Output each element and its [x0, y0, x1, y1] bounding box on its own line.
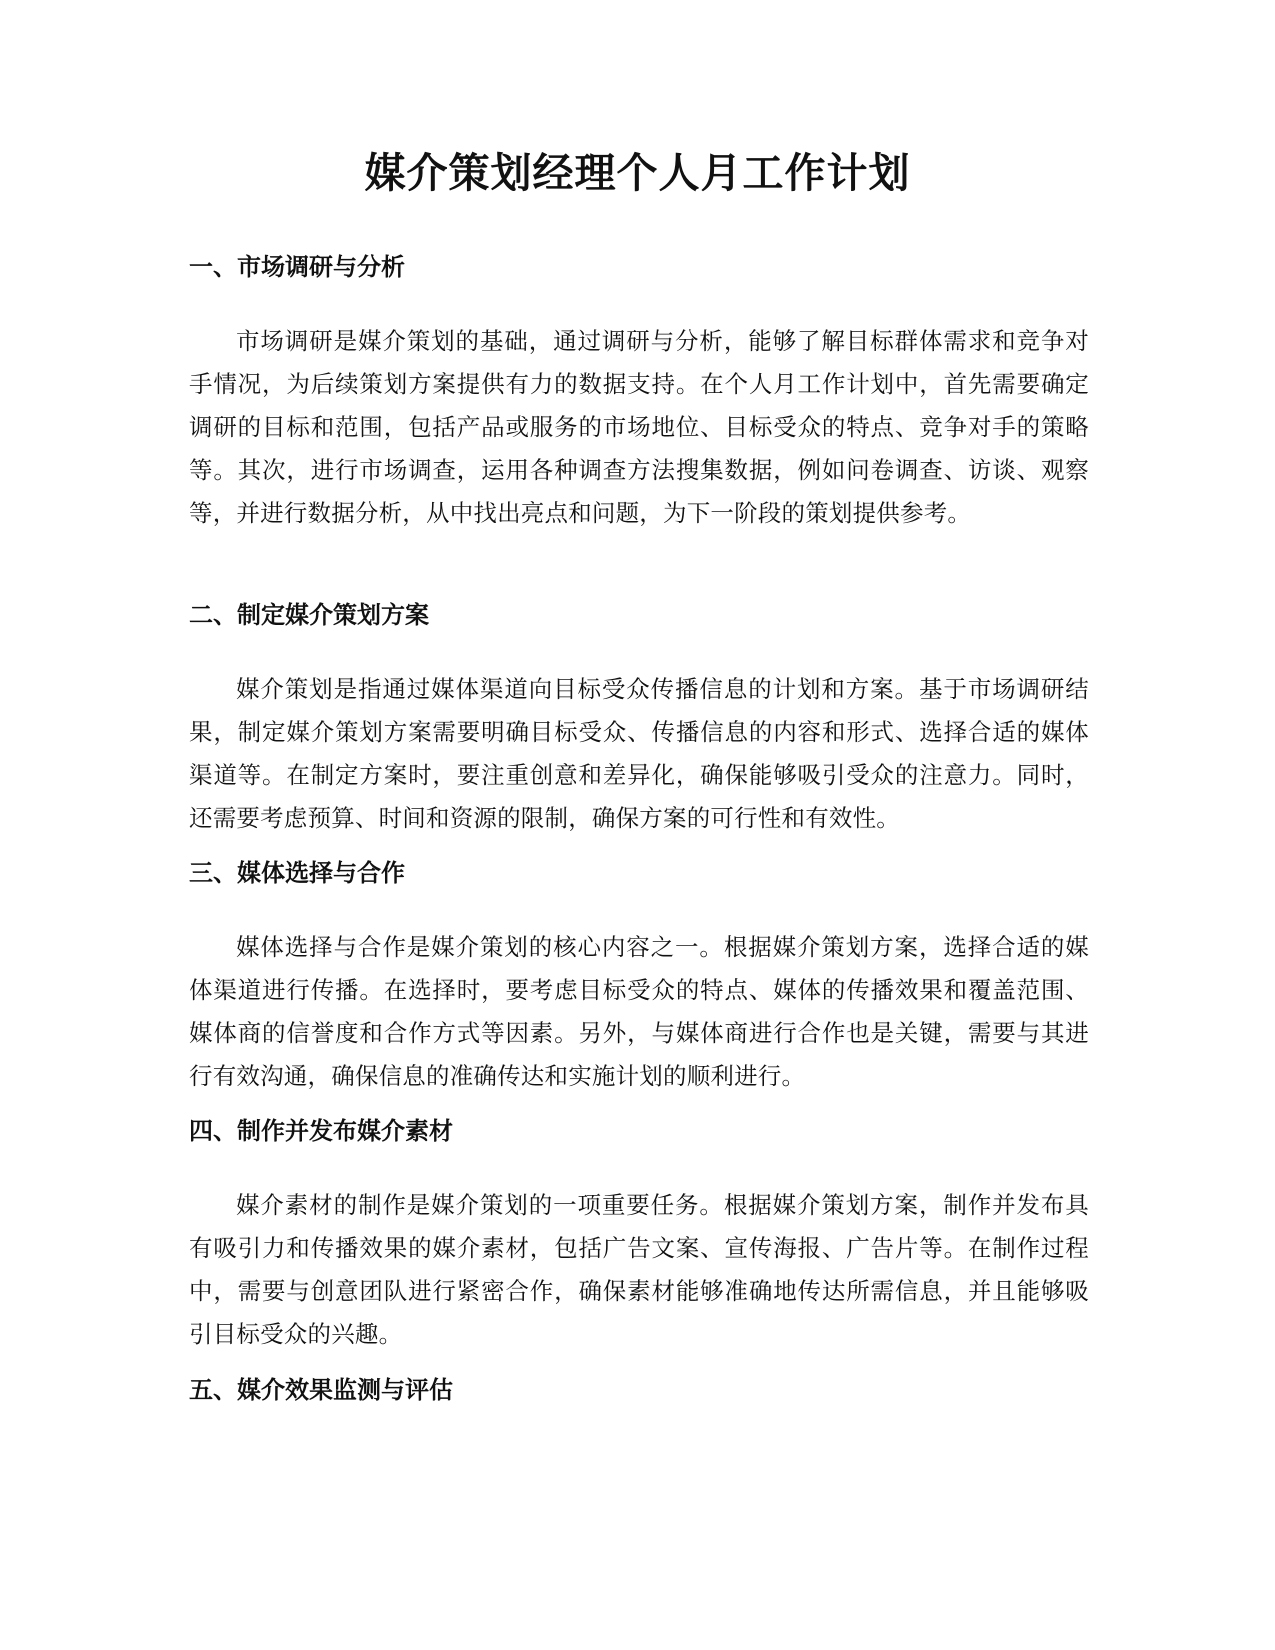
section-paragraph: 媒介素材的制作是媒介策划的一项重要任务。根据媒介策划方案，制作并发布具有吸引力和传播效果的媒介素材，包括广告文案、宣传海报、广告片等。在制作过程中，需要与创意团队进行紧密合作，确保素材能够准确地传达所需信息，并且能够吸引目标受众的兴趣。: [189, 1191, 1089, 1348]
section-heading: 五、媒介效果监测与评估: [189, 1376, 453, 1404]
document-title: 媒介策划经理个人月工作计划: [364, 149, 911, 197]
section-effect-monitoring: [189, 1373, 1089, 1407]
section-heading: 一、市场调研与分析: [189, 253, 405, 281]
section-media-plan: [189, 598, 1089, 840]
section-media-selection: [189, 856, 1089, 1098]
section-heading: 二、制定媒介策划方案: [189, 601, 429, 629]
section-media-materials: [189, 1114, 1089, 1356]
section-paragraph: 媒体选择与合作是媒介策划的核心内容之一。根据媒介策划方案，选择合适的媒体渠道进行传播。在选择时，要考虑目标受众的特点、媒体的传播效果和覆盖范围、媒体商的信誉度和合作方式等因素。另外，与媒体商进行合作也是关键，需要与其进行有效沟通，确保信息的准确传达和实施计划的顺利进行。: [189, 933, 1089, 1090]
section-market-research: [189, 250, 1089, 535]
section-paragraph: 市场调研是媒介策划的基础，通过调研与分析，能够了解目标群体需求和竞争对手情况，为后续策划方案提供有力的数据支持。在个人月工作计划中，首先需要确定调研的目标和范围，包括产品或服务的市场地位、目标受众的特点、竞争对手的策略等。其次，进行市场调查，运用各种调查方法搜集数据，例如问卷调查、访谈、观察等，并进行数据分析，从中找出亮点和问题，为下一阶段的策划提供参考。: [189, 327, 1089, 527]
section-heading: 三、媒体选择与合作: [189, 859, 405, 887]
section-heading: 四、制作并发布媒介素材: [189, 1117, 453, 1145]
section-paragraph: 媒介策划是指通过媒体渠道向目标受众传播信息的计划和方案。基于市场调研结果，制定媒介策划方案需要明确目标受众、传播信息的内容和形式、选择合适的媒体渠道等。在制定方案时，要注重创意和差异化，确保能够吸引受众的注意力。同时，还需要考虑预算、时间和资源的限制，确保方案的可行性和有效性。: [189, 675, 1089, 832]
